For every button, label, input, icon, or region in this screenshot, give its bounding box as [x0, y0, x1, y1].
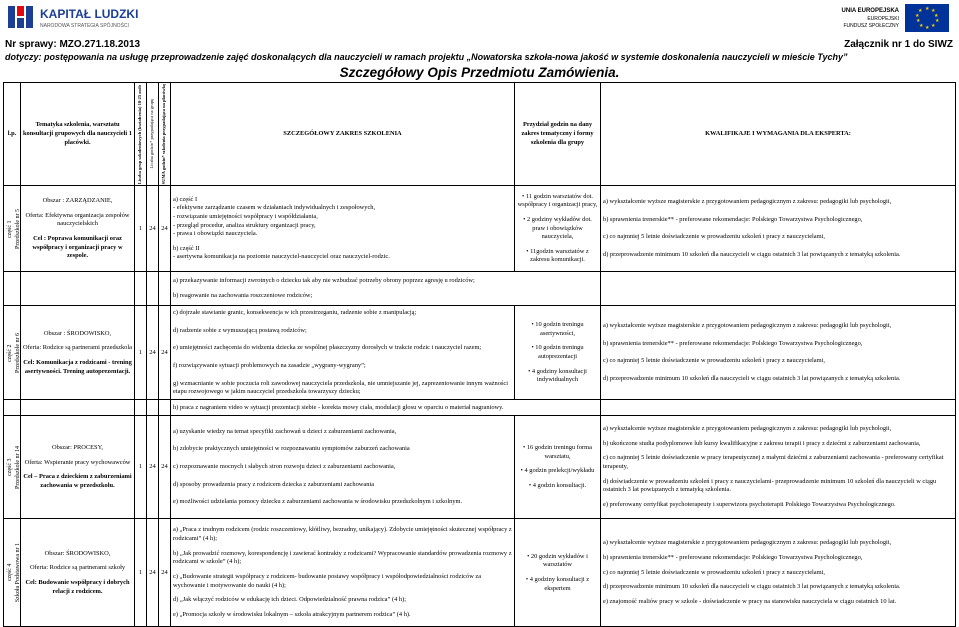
- qualification-item: e) preferowany certyfikat psychoterapeuty i superwizora psychoterapii Polskiego Towarzystwa Psychologicznego.: [603, 500, 896, 508]
- scope-line: c) rozpoznawanie mocnych i słabych stron rozwoju dzieci z zaburzeniami zachowania,: [173, 463, 396, 471]
- row-groups: 1: [135, 306, 147, 400]
- row-qualifications: [601, 416, 956, 519]
- allocation-item: • 4 godzin konsultacji.: [517, 482, 598, 491]
- col-sum-cell: [159, 83, 171, 186]
- scope-line: - efektywne zarządzanie czasem w działaniach indywidualnych i zespołowych,: [173, 204, 376, 212]
- table-row: [4, 272, 956, 306]
- table-row: [4, 186, 956, 272]
- qualification-item: a) wykształcenie wyższe magisterskie z przygotowaniem pedagogicznym z zakresu: pedagogiki lub psychologii,: [603, 425, 892, 433]
- qualification-item: d) przeprowadzenie minimum 10 szkoleń dla nauczycieli w ciągu ostatnich 3 lat powiązanych z tematyką szkolenia.: [603, 583, 901, 591]
- row-scope-top: [171, 272, 601, 306]
- row-groups: 1: [135, 186, 147, 272]
- allocation-item: • 2 godziny wykładów dot. praw i obowiązków nauczyciela,: [517, 216, 598, 242]
- row-allocation: [515, 519, 601, 627]
- scope-line: d) sposoby prowadzenia pracy z rodzicem dziecka z zaburzeniami zachowania: [173, 480, 375, 488]
- row-sum: 24: [159, 306, 171, 400]
- topic-area: Obszar: PROCESY,: [51, 444, 103, 452]
- scope-line: a) uzyskanie wiedzy na temat specyfiki zachowań u dzieci z zaburzeniami zachowania,: [173, 427, 397, 435]
- empty-cell: [135, 400, 147, 416]
- col-hours: Liczba godzin* przypadająca na grupę: [149, 99, 155, 169]
- row-part: część 2: [7, 344, 13, 362]
- allocation-item: • 16 godzin treningu forma warsztatu,: [517, 444, 598, 461]
- scope-line: b) zdobycie praktycznych umiejętności w rozpoznawaniu symptomów zaburzeń zachowania: [173, 445, 410, 453]
- scope-line: - przegląd procedur, analiza struktury organizacji pracy,: [173, 221, 316, 229]
- row-part-cell: [4, 186, 21, 272]
- topic-offer: Oferta: Efektywna organizacja zespołów nauczycielskich: [25, 211, 130, 228]
- row-scope: [171, 416, 515, 519]
- col-groups-cell: [135, 83, 147, 186]
- allocation-item: • 11godzin warsztatów z zakresu komunikacji.: [517, 248, 598, 265]
- svg-text:★: ★: [919, 23, 924, 29]
- scope-line: f) rozwiązywanie sytuacji problemowych na zasadzie „wygrany-wygrany”;: [173, 361, 366, 369]
- topic-goal: Cel – Praca z dzieckiem z zaburzeniami zachowania w przedszkolu.: [23, 473, 132, 490]
- row-part: część 1: [7, 220, 13, 238]
- svg-text:★: ★: [925, 25, 930, 31]
- svg-text:★: ★: [918, 8, 923, 14]
- qualification-item: c) co najmniej 5 letnie doświadczenie w pracy terapeutycznej z małymi dziećmi z zaburzeniami zachowania - preferowany certyfikat terapeuty,: [603, 454, 944, 471]
- row-qualifications: [601, 519, 956, 627]
- empty-cell: [159, 272, 171, 306]
- row-part-cell: [4, 306, 21, 400]
- row-qualifications: [601, 186, 956, 272]
- row-part-cell: [4, 519, 21, 627]
- table-row: [4, 416, 956, 519]
- qualification-item: b) sprawnienia trenerskie** - preferowane rekomendacje: Polskiego Towarzystwa Psychologicznego,: [603, 553, 863, 561]
- col-qualifications: KWALIFIKAJE I WYMAGANIA DLA EKSPERTA:: [601, 83, 956, 186]
- row-part-cell: [4, 416, 21, 519]
- row-sum: 24: [159, 416, 171, 519]
- doc-title: Szczegółowy Opis Przedmiotu Zamówienia.: [339, 65, 620, 80]
- case-number: Nr sprawy: MZO.271.18.2013: [5, 39, 141, 50]
- allocation-item: • 10 godzin treningu autoprezentacji: [517, 344, 598, 361]
- row-scope: [171, 186, 515, 272]
- row-topic: [21, 519, 135, 627]
- col-lp: l.p.: [4, 83, 21, 186]
- qualification-item: a) wykształcenie wyższe magisterskie z przygotowaniem pedagogicznym z zakresu: pedagogiki lub psychologii,: [603, 322, 892, 330]
- kapital-ludzki-emblem-icon: [8, 6, 33, 28]
- row-allocation: [515, 186, 601, 272]
- qualification-item: d) przeprowadzenie minimum 10 szkoleń dla nauczycieli w ciągu ostatnich 3 lat powiązanych z tematyką szkolenia.: [603, 251, 901, 259]
- scope-line: c) „Budowanie strategii współpracy z rodzicem- budowanie postawy współpracy i współodpowiedzialności rodziców za wychowanie i motywowanie do nauki (4 h);: [173, 572, 482, 589]
- empty-cell: [147, 272, 159, 306]
- eu-logo-line2: EUROPEJSKI: [867, 16, 899, 22]
- empty-cell: [135, 272, 147, 306]
- header-row: [4, 83, 956, 186]
- eu-logo: [773, 2, 953, 34]
- empty-cell: [159, 400, 171, 416]
- scope-line: b) „Jak prowadzić rozmowy, korespondencję i zawierać kontrakty z rodzicami? Wypracowanie standardów prowadzenia rozmowy z rodzicami w szkole” (4 h);: [173, 549, 512, 566]
- scope-line: b) część II: [173, 244, 200, 252]
- empty-cell: [21, 400, 135, 416]
- topic-offer: Oferta: Rodzice są partnerami szkoły: [29, 564, 126, 572]
- qualification-item: c) co najmniej 5 letnie doświadczenie w prowadzeniu szkoleń i pracy z nauczycielami,: [603, 357, 825, 365]
- row-scope: [171, 306, 515, 400]
- svg-text:★: ★: [934, 13, 939, 19]
- scope-line: a) „Praca z trudnym rodzicem (rodzic roszczeniowy, kłótliwy, bezradny, unikający). Zdobycie umiejętności skutecznej współpracy z rodzicami” (4 h);: [173, 526, 512, 542]
- qualification-item: a) wykształcenie wyższe magisterskie z przygotowaniem pedagogicznym z zakresu: pedagogiki lub psychologii,: [603, 539, 892, 547]
- col-allocation: Przydział godzin na dany zakres tematyczny i formy szkolenia dla grupy: [515, 83, 601, 186]
- kapital-ludzki-logo: [6, 2, 184, 34]
- row-allocation: [515, 306, 601, 400]
- row-hours: 24: [147, 306, 159, 400]
- scope-line: - rozwiązanie umiejętności współpracy i współdziałania,: [173, 212, 318, 220]
- table-row: [4, 306, 956, 400]
- row-sum: 24: [159, 186, 171, 272]
- topic-goal: Cel: Komunikacja z rodzicami - trening asertywności. Trening autoprezentacji.: [23, 358, 132, 375]
- row-place: Szkoła Podstawowa nr 1: [15, 543, 22, 603]
- empty-cell: [601, 272, 956, 306]
- scope-line: a) przekazywanie informacji zwrotnych o dziecku tak aby nie wzbudzać potrzeby obrony poprzez agresję u rodziców;: [173, 277, 475, 285]
- empty-cell: [147, 400, 159, 416]
- row-topic: [21, 306, 135, 400]
- col-topic: Tematyka szkolenia, warsztatu konsultacji grupowych dla nauczycieli 1 placówki.: [21, 83, 135, 186]
- qualification-item: b) sprawnienia trenerskie** - preferowane rekomendacje: Polskiego Towarzystwa Psychologicznego,: [603, 215, 863, 223]
- row-sum: 24: [159, 519, 171, 627]
- svg-text:★: ★: [931, 8, 936, 14]
- col-scope: SZCZEGÓŁOWY ZAKRES SZKOLENIA: [171, 83, 515, 186]
- scope-line: e) możliwości udzielania pomocy dziecku z zaburzeniami zachowania w środowisku przedszkolnym i szkolnym.: [173, 498, 463, 506]
- eu-logo-line3: FUNDUSZ SPOŁECZNY: [843, 23, 899, 29]
- attachment-label: Załącznik nr 1 do SIWZ: [844, 39, 953, 50]
- eu-logo-line1: UNIA EUROPEJSKA: [841, 8, 899, 14]
- row-place: Przedszkole nr 6: [15, 332, 22, 373]
- svg-text:★: ★: [916, 18, 921, 24]
- allocation-item: • 4 godziny konsultacji z ekspertem: [517, 576, 598, 593]
- scope-line: e) „Promocja szkoły w środowisku lokalnym – szkoła atrakcyjnym partnerem rodzica” (4 h).: [173, 610, 411, 618]
- scope-line: g) wzmacnianie w sobie poczucia roli zawodowej nauczyciela przedszkola, nie umniejszanie jej, zaprezentowanie innym ważności etapu rozwojowego w jakim nauczyciel przedszkola towarzyszy dziecku;: [173, 379, 509, 396]
- qualification-item: a) wykształcenie wyższe magisterskie z przygotowaniem pedagogicznym z zakresu: pedagogiki lub psychologii,: [603, 198, 892, 206]
- scope-line: c) dojrzałe stawianie granic, konsekwencja w ich przestrzeganiu, radzenie sobie z manipulacją;: [173, 308, 417, 316]
- allocation-item: • 10 godzin treningu asertywności,: [517, 321, 598, 338]
- scope-line: - asertywna komunikacja na poziomie nauczyciel-nauczyciel oraz nauczyciel-rodzic.: [173, 253, 390, 261]
- empty-cell: [21, 272, 135, 306]
- topic-area: Obszar: ŚRODOWISKO,: [44, 549, 111, 557]
- eu-flag-icon: [905, 4, 949, 32]
- kapital-ludzki-subtitle: NARODOWA STRATEGIA SPÓJNOŚCI: [40, 23, 129, 29]
- scope-line: d) „Jak włączyć rodziców w edukację ich dzieci. Odpowiedzialność prawna rodzica” (4 h);: [173, 596, 406, 604]
- scope-line: - prawa i obowiązki nauczyciela.: [173, 230, 258, 238]
- qualification-item: d) przeprowadzenie minimum 10 szkoleń dla nauczycieli w ciągu ostatnich 3 lat powiązanych z tematyką szkolenia.: [603, 375, 901, 383]
- row-groups: 1: [135, 519, 147, 627]
- qualification-item: c) co najmniej 5 letnie doświadczenie w prowadzeniu szkoleń i pracy z nauczycielami,: [603, 568, 825, 576]
- table-row: [4, 519, 956, 627]
- scope-line: h) praca z nagraniem video w sytuacji prezentacji siebie - korekta mowy ciała, modulacji głosu w oparciu o materiał nagraniowy.: [171, 400, 601, 416]
- row-allocation: [515, 416, 601, 519]
- svg-text:★: ★: [925, 6, 930, 12]
- row-topic: [21, 186, 135, 272]
- kapital-ludzki-title: KAPITAŁ LUDZKI: [40, 7, 139, 21]
- empty-cell: [601, 400, 956, 416]
- subject-line: dotyczy: postępowania na usługę przeprowadzenie zajęć doskonalących dla nauczycieli w ramach projektu „Nowatorska szkoła-nowa jakość w systemie doskonalenia nauczycieli w mieście Tychy”: [5, 52, 848, 62]
- qualification-item: d) doświadczenie w prowadzeniu szkoleń i pracy z nauczycielami- przeprowadzenie minimum 10 szkoleń dla nauczycieli w ciągu ostatnich 3 lat powiązanych z tematyką szkolenia.: [603, 477, 937, 494]
- row-place: Przedszkole nr 5: [15, 208, 22, 249]
- row-part: część 3: [7, 458, 13, 477]
- svg-text:★: ★: [931, 23, 936, 29]
- scope-line: d) radzenie sobie z wymuszającą postawą rodziców;: [173, 326, 307, 334]
- col-hours-cell: [147, 83, 159, 186]
- row-qualifications: [601, 306, 956, 400]
- row-part: część 4: [7, 564, 13, 582]
- scope-line: e) umiejętności zachęcenia do widzenia dziecka ze wspólnej płaszczyzny dorosłych w trakcie rodzic i nauczyciel razem;: [173, 344, 482, 352]
- topic-area: Obszar : ŚRODOWISKO,: [43, 329, 112, 337]
- row-scope: [171, 519, 515, 627]
- topic-goal: Cel: Budowanie współpracy i dobrych relacji z rodzicem.: [25, 578, 130, 595]
- col-sum: SUMA godzin* szkolenia przypadająca na placówkę: [161, 84, 167, 185]
- qualification-item: c) co najmniej 5 letnie doświadczenie w prowadzeniu szkoleń i pracy z nauczycielami,: [603, 233, 825, 241]
- allocation-item: • 4 godziny konsultacji indywidualnych: [517, 368, 598, 385]
- qualification-item: b) sprawnienia trenerskie** - preferowane rekomendacje: Polskiego Towarzystwa Psychologicznego,: [603, 339, 863, 347]
- allocation-item: • 4 godzin prelekcji/wykładu: [517, 467, 598, 476]
- qualification-item: e) znajomość realiów pracy w szkole - doświadczenie w pracy na stanowisku nauczyciela w ciągu ostatnich 10 lat.: [603, 597, 897, 605]
- row-hours: 24: [147, 519, 159, 627]
- topic-area: Obszar : ZARZĄDZANIE,: [42, 196, 113, 204]
- svg-text:★: ★: [935, 18, 940, 24]
- specification-table: [3, 82, 956, 627]
- row-hours: 24: [147, 186, 159, 272]
- topic-offer: Oferta: Wspieranie pracy wychowawców: [24, 458, 131, 466]
- topic-offer: Oferta: Rodzice są partnerami przedszkola: [23, 344, 132, 352]
- row-topic: [21, 416, 135, 519]
- scope-line: a) część I: [173, 195, 198, 203]
- qualification-item: b) ukończone studia podyplomowe lub kursy kwalifikacyjne z zakresu terapii i pracy z dziećmi z zaburzeniami zachowania,: [603, 439, 921, 447]
- col-groups: Liczba grup szkoleniowych (kształcenia) 18-25 osób: [137, 84, 143, 184]
- row-groups: 1: [135, 416, 147, 519]
- scope-line: b) reagowanie na zachowania roszczeniowe rodziców;: [173, 291, 313, 299]
- empty-cell: [4, 400, 21, 416]
- topic-goal: Cel : Poprawa komunikacji oraz współpracy i organizacji pracy w zespole.: [32, 234, 123, 260]
- allocation-item: • 11 godzin warsztatów dot. współpracy i organizacji pracy,: [517, 193, 598, 210]
- row-hours: 24: [147, 416, 159, 519]
- empty-cell: [4, 272, 21, 306]
- allocation-item: • 20 godzin wykładów i warsztatów: [517, 553, 598, 570]
- table-row: [4, 400, 956, 416]
- row-place: Przedszkole nr 14: [15, 445, 22, 489]
- svg-text:★: ★: [915, 13, 920, 19]
